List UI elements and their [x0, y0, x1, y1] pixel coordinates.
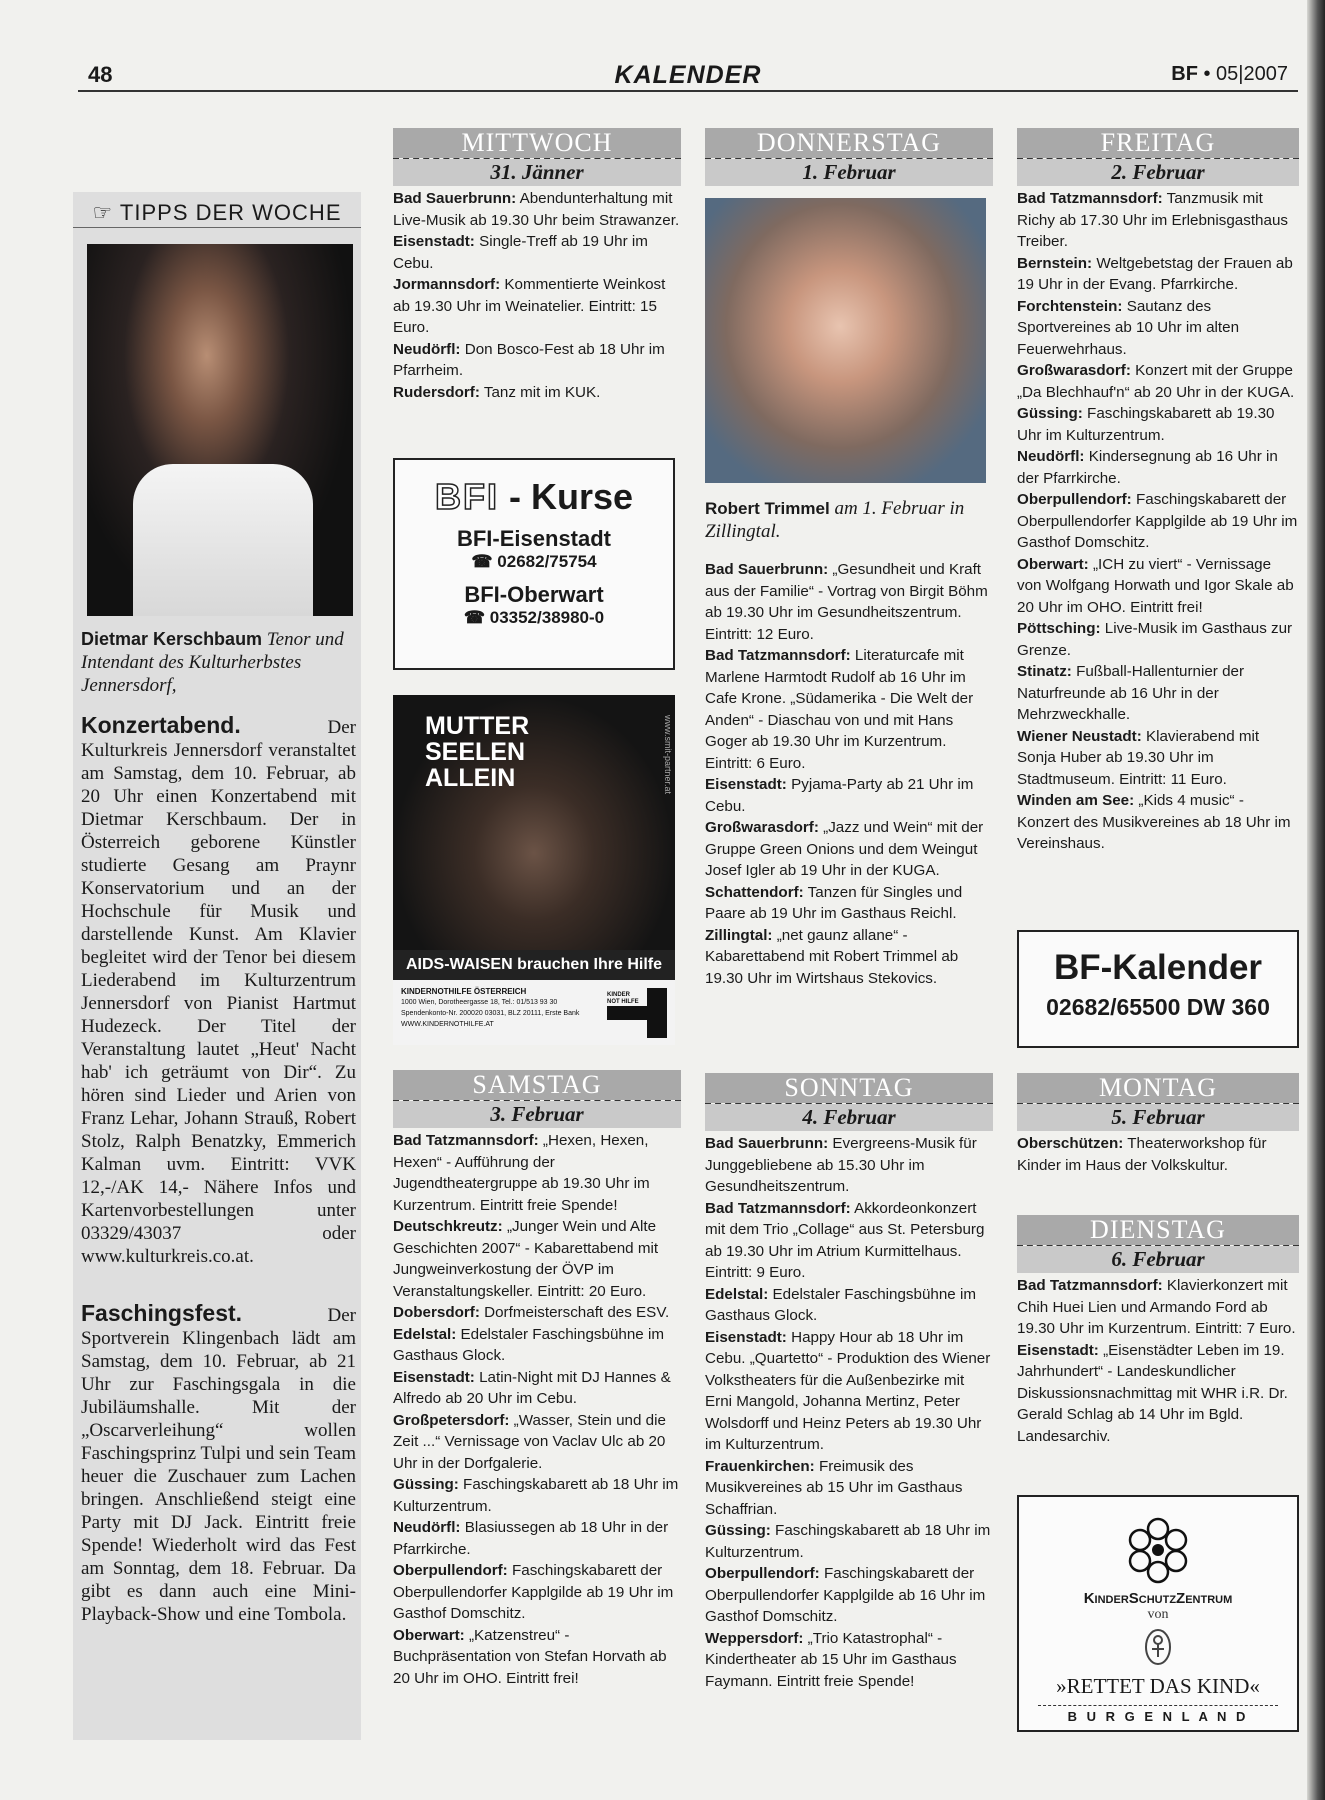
entry-place: Weppersdorf:	[705, 1629, 804, 1647]
entry-list	[705, 1133, 993, 1692]
entry-place: Neudörfl:	[393, 340, 461, 358]
entry-text: Evergreens-Musik für Junggebliebene ab 15.30 Uhr im Gesundheitszentrum.	[705, 1135, 977, 1195]
tips-heading: ☞ TIPPS DER WOCHE	[73, 198, 361, 228]
entry-place: Eisenstadt:	[705, 1328, 787, 1346]
entry-place: Bad Tatzmannsdorf:	[705, 1199, 851, 1217]
entry-place: Frauenkirchen:	[705, 1457, 815, 1475]
page-number: 48	[88, 62, 113, 87]
entry-text: Edelstaler Faschingsbühne im Gasthaus Glock.	[393, 1325, 664, 1364]
photo-caption: Robert Trimmel am 1. Februar in Zillingtal.	[705, 498, 965, 542]
bfi-ad	[393, 458, 675, 670]
entry-text: Freimusik des Musikvereines ab 15 Uhr im Gasthaus Schaffrian.	[705, 1457, 963, 1518]
entry-place: Güssing:	[1017, 405, 1083, 422]
entry-text: „Kids 4 music“ - Konzert des Musikvereines ab 18 Uhr im Vereinshaus.	[1017, 792, 1291, 852]
calendar-entry	[1017, 253, 1299, 296]
calendar-entry	[393, 274, 681, 339]
entry-list	[705, 559, 993, 989]
aids-banner: AIDS-WAISEN brauchen Ihre Hilfe	[393, 950, 675, 980]
calendar-entry	[393, 1410, 681, 1475]
calendar-entry	[393, 1517, 681, 1560]
calendar-entry	[1017, 446, 1299, 489]
entry-place: Pöttsching:	[1017, 620, 1101, 637]
entry-text: Kommentierte Weinkost ab 19.30 Uhr im Weinatelier. Eintritt: 15 Euro.	[393, 276, 666, 336]
kinderschutz-name: KinderSchutzZentrum	[1083, 1590, 1233, 1607]
day-sonntag	[705, 1073, 993, 1692]
entry-place: Bad Sauerbrunn:	[705, 561, 829, 578]
entry-place: Wiener Neustadt:	[1017, 727, 1142, 745]
entry-place: Großpetersdorf:	[393, 1411, 510, 1429]
calendar-entry	[705, 645, 993, 774]
entry-list	[393, 188, 681, 403]
pointing-hand-icon: ☞	[92, 200, 120, 225]
section-title: KALENDER	[614, 61, 762, 89]
entry-place: Eisenstadt:	[393, 233, 475, 250]
trimmel-photo	[705, 198, 986, 483]
tips-sidebar	[73, 192, 361, 1740]
entry-text: Latin-Night mit DJ Hannes & Alfredo ab 20 Uhr im Cebu.	[393, 1368, 671, 1407]
bfi-phone-2: ☎ 03352/38980-0	[463, 608, 605, 627]
entry-place: Bad Sauerbrunn:	[705, 1135, 829, 1152]
bfi-location-1: BFI-Eisenstadt	[456, 526, 612, 551]
entry-text: „ICH zu viert“ - Vernissage von Wolfgang Horwath und Igor Skale ab 20 Uhr im OHO. Eintritt frei!	[1017, 555, 1294, 616]
aids-waisen-ad: MUTTER SEELEN ALLEIN www.smit-partner.at AIDS-WAISEN brauchen Ihre Hilfe KINDERNOTHILFE ÖSTERREICH 1000 Wien, Dorotheergasse 18, Tel.: 01/513 93 30 Spendenkonto-Nr. 200020 03031, BLZ 20111, Erste Bank WWW.KINDERNOTHILFE.AT KINDER NOT HILFE	[393, 695, 675, 1045]
bf-kalender-title: BF-Kalender	[1053, 948, 1263, 987]
entry-text: „Hexen, Hexen, Hexen“ - Aufführung der Jugendtheatergruppe ab 19.30 Uhr im Kurzentrum. Eintritt freie Spende!	[393, 1132, 650, 1214]
flower-logo-icon	[1123, 1515, 1193, 1585]
calendar-entry	[705, 1520, 993, 1563]
calendar-entry	[705, 817, 993, 882]
calendar-entry	[1017, 790, 1299, 855]
day-header: FREITAG 2. Februar	[1017, 128, 1299, 186]
entry-place: Oberpullendorf:	[1017, 491, 1132, 508]
entry-place: Bad Tatzmannsdorf:	[1017, 190, 1163, 207]
entry-place: Zillingtal:	[705, 926, 773, 944]
entry-text: Tanzmusik mit Richy ab 17.30 Uhr im Erlebnisgasthaus Treiber.	[1017, 190, 1288, 250]
entry-text: „Gesundheit und Kraft aus der Familie“ - Vortrag von Birgit Böhm ab 19.30 Uhr im Gesundheitszentrum. Eintritt: 12 Euro.	[705, 561, 988, 643]
scan-edge	[1307, 0, 1325, 1800]
calendar-entry	[393, 1130, 681, 1216]
bfi-location-2: BFI-Oberwart	[464, 582, 604, 607]
entry-text: „Katzenstreu“ - Buchpräsentation von Stefan Horvath ab 20 Uhr im OHO. Eintritt frei!	[393, 1626, 667, 1687]
calendar-entry	[1017, 489, 1299, 554]
entry-place: Deutschkreutz:	[393, 1218, 503, 1235]
entry-place: Neudörfl:	[393, 1519, 461, 1536]
child-emblem-icon	[1143, 1627, 1173, 1667]
entry-place: Eisenstadt:	[393, 1368, 475, 1386]
day-header: DIENSTAG 6. Februar	[1017, 1215, 1299, 1273]
calendar-entry	[393, 1560, 681, 1625]
entry-text: Faschingskabarett ab 18 Uhr im Kulturzentrum.	[393, 1476, 679, 1515]
calendar-entry	[1017, 1340, 1299, 1448]
entry-place: Oberpullendorf:	[393, 1562, 508, 1579]
calendar-entry	[1017, 618, 1299, 661]
day-header: DONNERSTAG 1. Februar	[705, 128, 993, 186]
entry-text: Happy Hour ab 18 Uhr im Cebu. „Quartetto“ - Produktion des Wiener Volkstheaters für die Außenbezirke mit Erni Mangold, Johanna Mertinz, Peter Wolsdorff und Heinz Peters ab 19.30 Uhr im Kulturzentrum.	[705, 1328, 991, 1453]
entry-text: Don Bosco-Fest ab 18 Uhr im Pfarrheim.	[393, 340, 665, 379]
entry-list	[393, 1130, 681, 1689]
entry-place: Güssing:	[393, 1476, 459, 1493]
calendar-entry	[705, 882, 993, 925]
calendar-entry	[393, 1625, 681, 1690]
calendar-entry	[393, 1367, 681, 1410]
entry-text: Klavierkonzert mit Chih Huei Lien und Armando Ford ab 19.30 Uhr im Kurzentrum. Eintritt: 7 Euro.	[1017, 1277, 1296, 1337]
entry-place: Winden am See:	[1017, 792, 1135, 809]
bfi-phone-1: ☎ 02682/75754	[471, 552, 597, 571]
entry-text: Klavierabend mit Sonja Huber ab 19.30 Uhr im Stadtmuseum. Eintritt: 11 Euro.	[1017, 727, 1260, 788]
entry-text: Pyjama-Party ab 21 Uhr im Cebu.	[705, 776, 974, 815]
entry-text: Abendunterhaltung mit Live-Musik ab 19.30 Uhr beim Strawanzer.	[393, 190, 680, 229]
calendar-entry	[1017, 661, 1299, 726]
entry-text: Dorfmeisterschaft des ESV.	[479, 1304, 670, 1321]
calendar-entry	[705, 1456, 993, 1521]
entry-place: Oberwart:	[1017, 555, 1089, 573]
day-mittwoch	[393, 128, 681, 403]
entry-text: Faschingskabarett ab 18 Uhr im Kulturzentrum.	[705, 1522, 991, 1561]
calendar-entry	[705, 1284, 993, 1327]
calendar-entry	[705, 774, 993, 817]
entry-place: Bad Tatzmannsdorf:	[393, 1132, 539, 1149]
page-header	[78, 58, 1298, 92]
bf-kalender-phone: 02682/65500 DW 360	[1046, 994, 1270, 1020]
entry-text: „Jazz und Wein“ mit der Gruppe Green Onions und dem Weingut Josef Igler ab 19 Uhr in der KUGA.	[705, 819, 984, 879]
entry-place: Großwarasdorf:	[705, 819, 819, 836]
entry-text: Tanz mit im KUK.	[479, 383, 601, 401]
entry-text: „Wasser, Stein und die Zeit ...“ Vernissage von Vaclav Ulc ab 20 Uhr in der Dorfgalerie.	[393, 1411, 666, 1472]
article-konzertabend: Konzertabend. Der Kulturkreis Jennersdorf veranstaltet am Samstag, dem 10. Februar, ab 20 Uhr einen Konzertabend mit Dietmar Kerschbaum. Der in Österreich geborene Künstler studierte Gesang am Praynr Konservatorium und an der Hochschule für Musik und darstellende Kunst. Am Klavier begleitet wird der Tenor bei diesem Liederabend im Kulturzentrum Jennersdorf von Pianist Hartmut Hudezeck. Der Titel der Veranstaltung lautet „Heut' Nacht hab' ich geträumt von Dir“. Zu hören sind Lieder und Arien von Franz Lehar, Johann Strauß, Robert Stolz, Ralph Benatzky, Emmerich Kalman uvm. Eintritt: VVK 12,-/AK 14,- Nähere Infos und Kartenvorbestellungen unter 03329/43037 oder www.kulturkreis.co.at.	[81, 712, 356, 1267]
entry-list	[1017, 1133, 1299, 1176]
day-donnerstag	[705, 128, 993, 989]
calendar-entry	[705, 1327, 993, 1456]
calendar-entry	[393, 382, 681, 404]
calendar-entry	[1017, 554, 1299, 619]
entry-text: Literaturcafe mit Marlene Harmtodt Rudolf ab 16 Uhr im Cafe Krone. „Südamerika - Die Welt der Anden“ - Diaschau von und mit Hans Goger ab 19.30 Uhr im Kurzentrum. Eintritt: 6 Euro.	[705, 647, 974, 772]
entry-place: Eisenstadt:	[1017, 1341, 1099, 1359]
calendar-entry	[1017, 1133, 1299, 1176]
entry-text: Blasiussegen ab 18 Uhr in der Pfarrkirche.	[393, 1519, 669, 1558]
photo-caption: Dietmar Kerschbaum Tenor und Intendant des Kulturherbstes Jennersdorf,	[81, 629, 344, 696]
entry-place: Edelstal:	[705, 1285, 769, 1303]
day-montag	[1017, 1073, 1299, 1176]
issue-info	[1171, 63, 1288, 86]
day-freitag	[1017, 128, 1299, 855]
day-header: MONTAG 5. Februar	[1017, 1073, 1299, 1131]
entry-text: Faschingskabarett der Oberpullendorfer Kapplgilde ab 19 Uhr im Gasthof Domschitz.	[1017, 491, 1298, 551]
calendar-entry	[705, 1563, 993, 1628]
calendar-entry	[705, 1133, 993, 1198]
calendar-entry	[1017, 360, 1299, 403]
entry-place: Rudersdorf:	[393, 383, 480, 401]
calendar-entry	[393, 1216, 681, 1302]
calendar-entry	[393, 231, 681, 274]
bfi-title: BFI - Kurse	[434, 476, 634, 517]
entry-text: „Eisenstädter Leben im 19. Jahrhundert“ - Landeskundlicher Diskussionsnachmittag mit WHR i.R. Dr. Gerald Schlag ab 14 Uhr im Bgld. Landesarchiv.	[1017, 1341, 1288, 1445]
entry-place: Jormannsdorf:	[393, 276, 501, 293]
entry-text: Weltgebetstag der Frauen ab 19 Uhr in der Evang. Pfarrkirche.	[1017, 254, 1293, 293]
entry-place: Stinatz:	[1017, 663, 1072, 680]
entry-text: Akkordeonkonzert mit dem Trio „Collage“ aus St. Petersburg ab 19.30 Uhr im Atrium Kurmittelhaus. Eintritt: 9 Euro.	[705, 1199, 985, 1281]
calendar-entry	[393, 339, 681, 382]
day-samstag	[393, 1070, 681, 1689]
entry-list	[1017, 1275, 1299, 1447]
entry-text: Theaterworkshop für Kinder im Haus der Volkskultur.	[1017, 1135, 1267, 1174]
day-dienstag	[1017, 1215, 1299, 1447]
entry-place: Oberpullendorf:	[705, 1565, 820, 1582]
calendar-entry	[1017, 726, 1299, 791]
entry-place: Bad Tatzmannsdorf:	[705, 647, 851, 664]
entry-text: Faschingskabarett ab 19.30 Uhr im Kulturzentrum.	[1017, 405, 1275, 444]
calendar-entry	[393, 1474, 681, 1517]
entry-place: Bad Tatzmannsdorf:	[1017, 1277, 1163, 1294]
issue-date: • 05|2007	[1203, 63, 1288, 85]
calendar-entry	[393, 1302, 681, 1324]
entry-text: Faschingskabarett der Oberpullendorfer Kapplgilde ab 19 Uhr im Gasthof Domschitz.	[393, 1562, 674, 1622]
entry-text: Live-Musik im Gasthaus zur Grenze.	[1017, 620, 1293, 659]
entry-text: „Junger Wein und Alte Geschichten 2007“ - Kabarettabend mit Jungweinverkostung der ÖVP im Veranstaltungskeller. Eintritt: 20 Euro.	[393, 1218, 659, 1300]
entry-place: Schattendorf:	[705, 883, 804, 901]
calendar-entry	[1017, 403, 1299, 446]
entry-place: Oberschützen:	[1017, 1135, 1124, 1152]
issue-brand: BF	[1171, 63, 1198, 85]
entry-place: Forchtenstein:	[1017, 297, 1123, 315]
entry-text: „Trio Katastrophal“ - Kindertheater ab 15 Uhr im Gasthaus Faymann. Eintritt freie Spende!	[705, 1629, 957, 1690]
kerschbaum-photo	[87, 244, 353, 616]
entry-place: Bernstein:	[1017, 254, 1093, 272]
calendar-entry	[705, 925, 993, 990]
day-header: MITTWOCH 31. Jänner	[393, 128, 681, 186]
entry-text: Faschingskabarett der Oberpullendorfer Kapplgilde ab 16 Uhr im Gasthof Domschitz.	[705, 1565, 986, 1625]
calendar-entry	[1017, 1275, 1299, 1340]
entry-place: Oberwart:	[393, 1626, 465, 1644]
entry-text: Kindersegnung ab 16 Uhr in der Pfarrkirche.	[1017, 448, 1278, 487]
entry-place: Bad Sauerbrunn:	[393, 190, 517, 207]
entry-text: Single-Treff ab 19 Uhr im Cebu.	[393, 233, 648, 272]
calendar-entry	[705, 1628, 993, 1693]
calendar-entry	[705, 1198, 993, 1284]
entry-list	[1017, 188, 1299, 855]
entry-text: Tanzen für Singles und Paare ab 19 Uhr im Gasthaus Reichl.	[705, 883, 963, 922]
entry-text: „net gaunz allane“ - Kabarettabend mit Robert Trimmel ab 19.30 Uhr im Wirtshaus Stekovics.	[705, 926, 959, 987]
entry-place: Dobersdorf:	[393, 1304, 480, 1321]
day-header: SONNTAG 4. Februar	[705, 1073, 993, 1131]
entry-place: Neudörfl:	[1017, 448, 1085, 465]
entry-place: Eisenstadt:	[705, 776, 787, 793]
entry-place: Edelstal:	[393, 1325, 457, 1343]
entry-text: Edelstaler Faschingsbühne im Gasthaus Glock.	[705, 1285, 976, 1324]
calendar-entry	[393, 1324, 681, 1367]
bf-kalender-box	[1017, 930, 1299, 1048]
entry-text: Fußball-Hallenturnier der Naturfreunde ab 16 Uhr in der Mehrzweckhalle.	[1017, 663, 1245, 723]
region-label: B U R G E N L A N D	[1038, 1705, 1278, 1724]
entry-text: Konzert mit der Gruppe „Da Blechhauf'n“ ab 20 Uhr in der KUGA.	[1017, 362, 1295, 401]
calendar-entry	[393, 188, 681, 231]
kindernothilfe-logo: KINDER NOT HILFE	[607, 988, 667, 1038]
rettet-das-kind: »RETTET DAS KIND«	[1056, 1674, 1260, 1698]
entry-text: Sautanz des Sportvereines ab 10 Uhr im alten Feuerwehrhaus.	[1017, 297, 1240, 358]
entry-place: Güssing:	[705, 1522, 771, 1539]
day-header: SAMSTAG 3. Februar	[393, 1070, 681, 1128]
entry-place: Großwarasdorf:	[1017, 362, 1131, 379]
calendar-entry	[705, 559, 993, 645]
kinderschutz-ad: KinderSchutzZentrum von »RETTET DAS KIND« B U R G E N L A N D	[1017, 1495, 1299, 1732]
calendar-entry	[1017, 296, 1299, 361]
calendar-entry	[1017, 188, 1299, 253]
article-faschingsfest: Faschingsfest. Der Sportverein Klingenbach lädt am Samstag, dem 10. Februar, ab 21 Uhr zur Faschingsgala in die Jubiläumshalle. Mit der „Oscarverleihung“ wollen Faschingsprinz Tulpi und sein Team heuer die Zuschauer zum Lachen bringen. Anschließend steigt eine Party mit DJ Jack. Eintritt freie Spende! Wiederholt wird das Fest am Sonntag, dem 18. Februar. Da gibt es dann auch eine Mini-Playback-Show und eine Tombola.	[81, 1300, 356, 1625]
